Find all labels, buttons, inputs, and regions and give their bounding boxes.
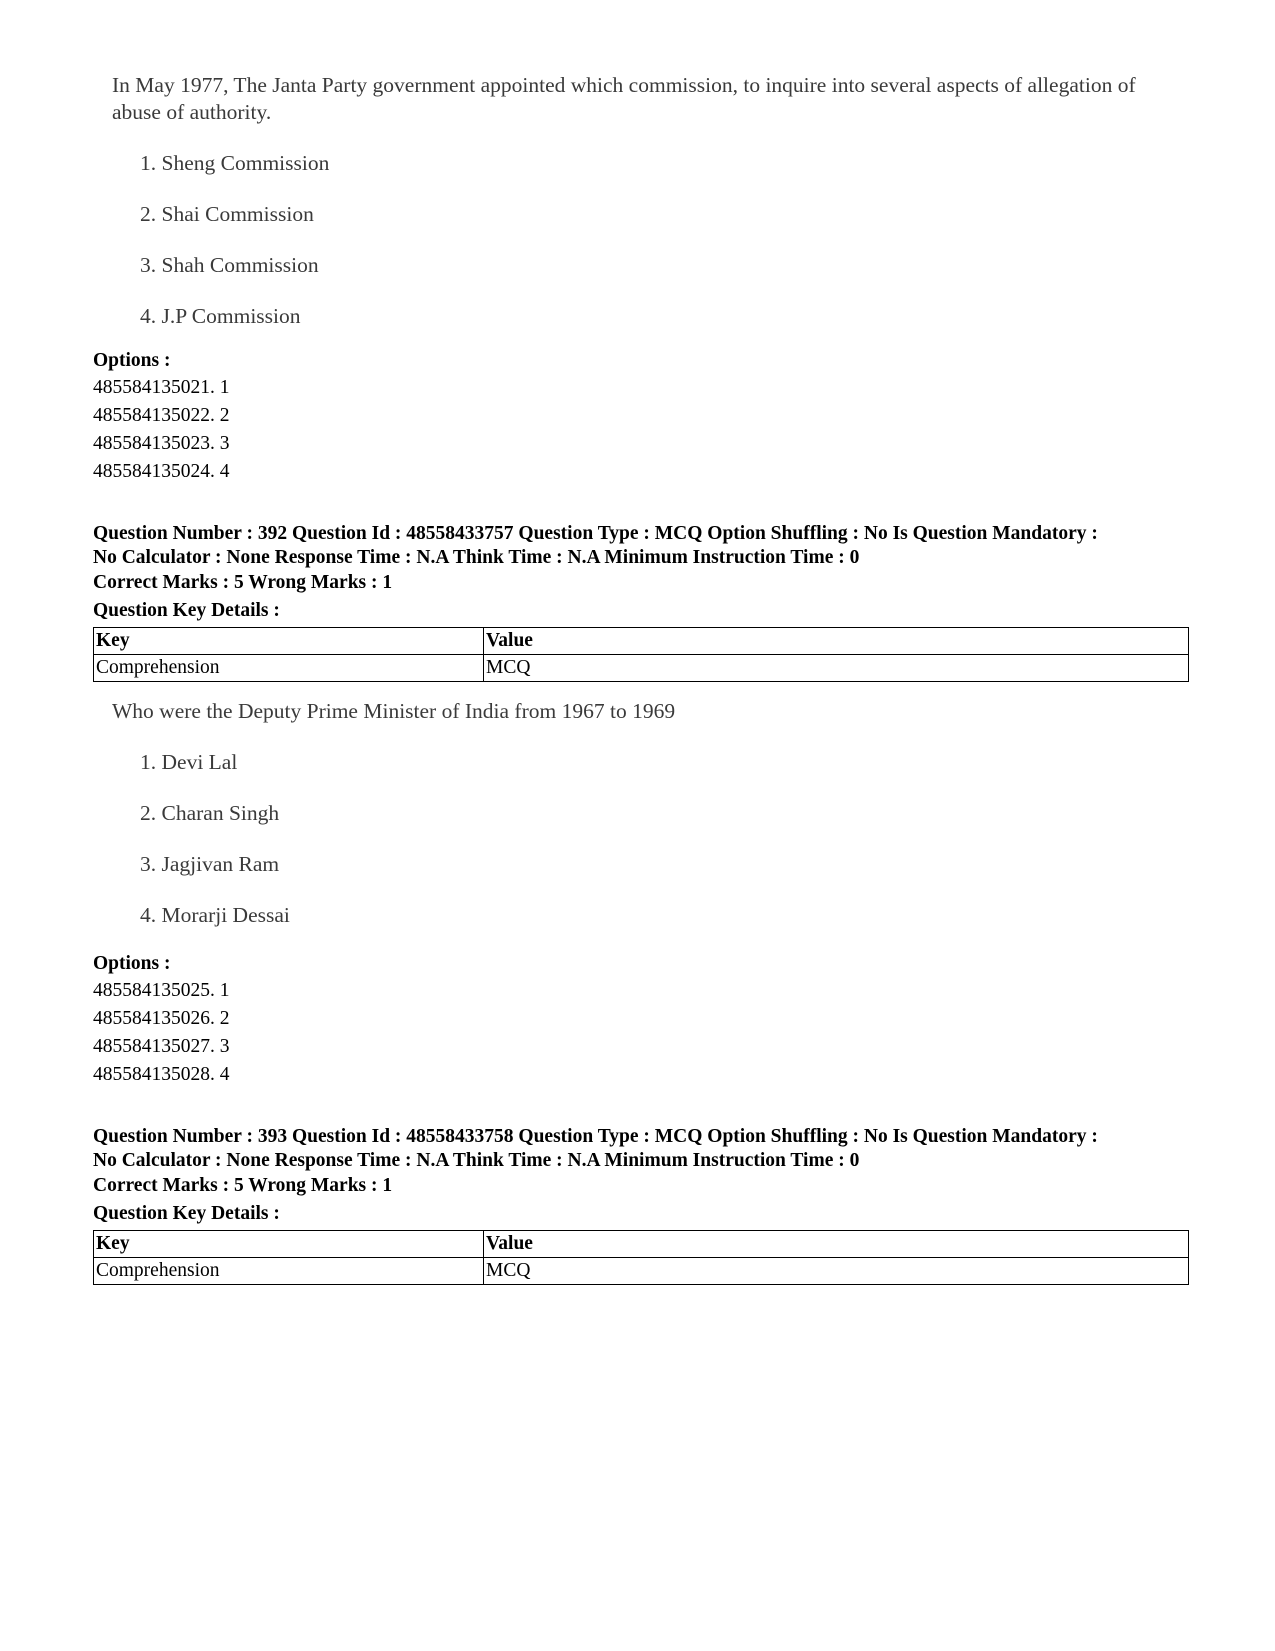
question-392-option-3: 485584135027. 3 xyxy=(93,1036,230,1057)
question-392-option-2: 485584135026. 2 xyxy=(93,1008,230,1029)
question-392-choice-2: 2. Charan Singh xyxy=(140,801,280,825)
question-392-key-details-label: Question Key Details : xyxy=(93,600,280,621)
question-392-options-label: Options : xyxy=(93,953,171,974)
question-393-key-table xyxy=(93,1230,1189,1285)
question-392-option-1: 485584135025. 1 xyxy=(93,980,230,1001)
question-392-image xyxy=(112,698,1152,927)
table-header-key: Key xyxy=(94,628,484,655)
question-391-option-4: 485584135024. 4 xyxy=(93,461,230,482)
question-391-choice-4: 4. J.P Commission xyxy=(140,304,301,328)
question-391-choice-1: 1. Sheng Commission xyxy=(140,151,330,175)
question-393-meta xyxy=(93,1125,1203,1173)
question-392-meta-line1: Question Number : 392 Question Id : 48558433757 Question Type : MCQ Option Shuffling : No Is Question Mandatory : xyxy=(93,523,1098,544)
table-header-key: Key xyxy=(94,1231,484,1258)
table-row xyxy=(94,655,1189,682)
question-393-meta-line2: No Calculator : None Response Time : N.A Think Time : N.A Minimum Instruction Time : 0 xyxy=(93,1150,860,1171)
question-392-choice-4: 4. Morarji Dessai xyxy=(140,903,290,927)
question-391-option-2: 485584135022. 2 xyxy=(93,405,230,426)
question-391-options-label: Options : xyxy=(93,350,171,371)
question-392-option-4: 485584135028. 4 xyxy=(93,1064,230,1085)
question-392-key-table xyxy=(93,627,1189,682)
question-391-choice-3: 3. Shah Commission xyxy=(140,253,319,277)
question-392-stem: Who were the Deputy Prime Minister of India from 1967 to 1969 xyxy=(112,699,676,723)
table-header-value: Value xyxy=(484,628,1189,655)
question-392-choice-3: 3. Jagjivan Ram xyxy=(140,852,280,876)
question-392-options-list xyxy=(93,977,230,1089)
question-393-key-details-label: Question Key Details : xyxy=(93,1203,280,1224)
table-cell-key: Comprehension xyxy=(94,1258,484,1285)
question-391-options-list xyxy=(93,374,230,486)
table-row xyxy=(94,1258,1189,1285)
question-392-meta xyxy=(93,522,1203,570)
table-header-row xyxy=(94,628,1189,655)
question-393-marks: Correct Marks : 5 Wrong Marks : 1 xyxy=(93,1175,393,1196)
table-header-value: Value xyxy=(484,1231,1189,1258)
question-391-option-1: 485584135021. 1 xyxy=(93,377,230,398)
question-391-image xyxy=(112,72,1152,328)
question-391-choice-2: 2. Shai Commission xyxy=(140,202,314,226)
question-392-choice-1: 1. Devi Lal xyxy=(140,750,238,774)
question-392-meta-line2: No Calculator : None Response Time : N.A Think Time : N.A Minimum Instruction Time : 0 xyxy=(93,547,860,568)
question-391-stem: In May 1977, The Janta Party government appointed which commission, to inquire into several aspects of allegation of abuse of authority. xyxy=(112,73,1136,124)
table-cell-value: MCQ xyxy=(484,655,1189,682)
question-392-marks: Correct Marks : 5 Wrong Marks : 1 xyxy=(93,572,393,593)
question-391-option-3: 485584135023. 3 xyxy=(93,433,230,454)
question-393-meta-line1: Question Number : 393 Question Id : 48558433758 Question Type : MCQ Option Shuffling : No Is Question Mandatory : xyxy=(93,1126,1098,1147)
table-cell-value: MCQ xyxy=(484,1258,1189,1285)
table-header-row xyxy=(94,1231,1189,1258)
table-cell-key: Comprehension xyxy=(94,655,484,682)
